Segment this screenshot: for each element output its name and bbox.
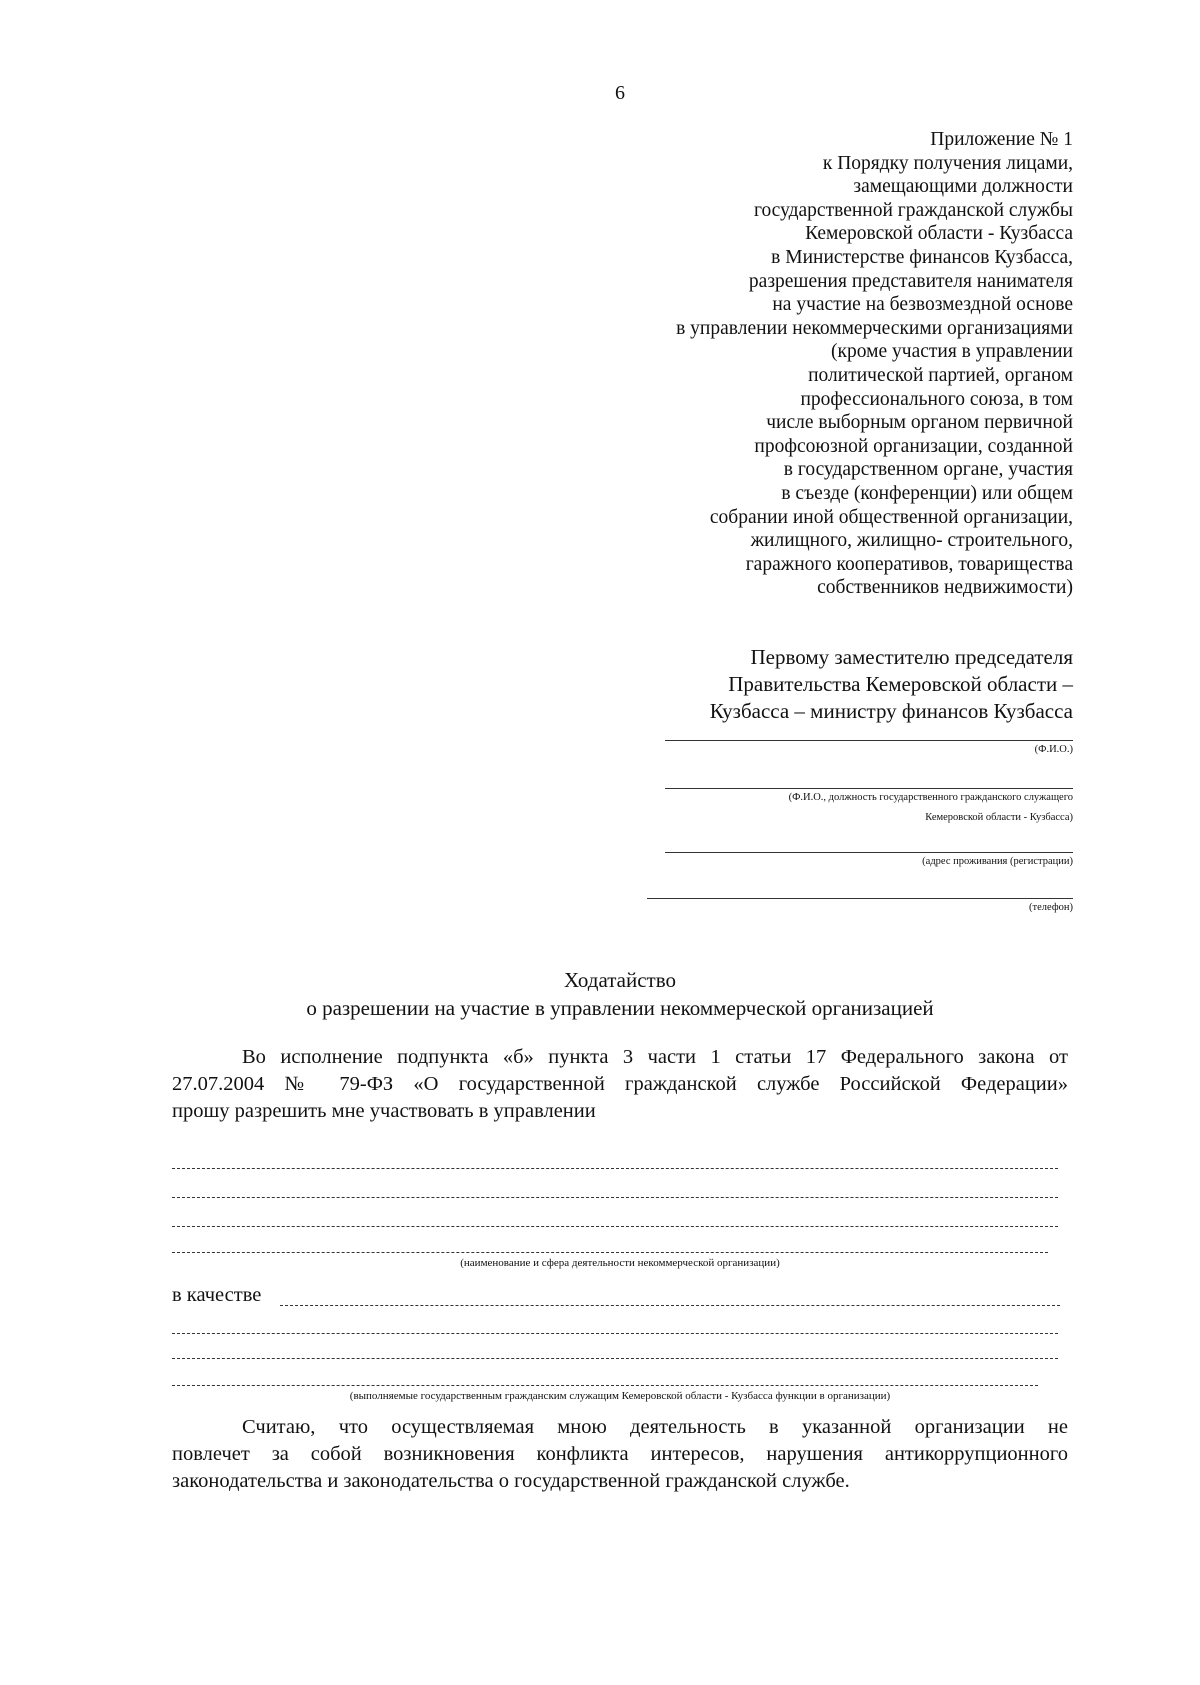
fio-position-caption: (Ф.И.О., должность государственного гражданского служащего	[788, 792, 1073, 803]
appendix-line: разрешения представителя нанимателя	[748, 270, 1073, 292]
capacity-line-2[interactable]	[172, 1333, 1058, 1334]
appendix-line: Кемеровской области - Кузбасса	[805, 223, 1073, 245]
capacity-line-3[interactable]	[172, 1358, 1058, 1359]
fio-position-caption-2: Кемеровской области - Кузбасса)	[925, 812, 1073, 823]
organization-caption: (наименование и сфера деятельности некоммерческой организации)	[460, 1257, 780, 1269]
appendix-line: Приложение № 1	[930, 129, 1073, 150]
paragraph-line: Во исполнение подпункта «б» пункта 3 части 1 статьи 17 Федерального закона от	[242, 1046, 1068, 1068]
organization-line-2[interactable]	[172, 1197, 1058, 1198]
addressee-block	[473, 644, 1073, 725]
document-title	[0, 966, 1200, 1022]
organization-line-1[interactable]	[172, 1168, 1058, 1169]
appendix-line: числе выборным органом первичной	[766, 412, 1073, 434]
appendix-line: политической партией, органом	[808, 364, 1073, 386]
appendix-header	[473, 128, 1073, 600]
appendix-line: замещающими должности	[853, 176, 1073, 198]
appendix-line: профессионального союза, в том	[800, 388, 1073, 410]
appendix-line: профсоюзной организации, созданной	[754, 435, 1073, 457]
capacity-label: в качестве	[172, 1284, 262, 1306]
addressee-line: Первому заместителю председателя	[750, 645, 1073, 669]
capacity-line-4[interactable]	[172, 1385, 1038, 1386]
phone-field[interactable]	[647, 898, 1073, 915]
appendix-line: в государственном органе, участия	[783, 459, 1073, 481]
function-caption: (выполняемые государственным гражданским служащим Кемеровской области - Кузбасса функции в организации)	[349, 1390, 891, 1402]
paragraph-request	[172, 1044, 1068, 1125]
fio-position-field[interactable]	[665, 788, 1073, 825]
appendix-line: государственной гражданской службы	[753, 199, 1073, 221]
organization-line-4[interactable]	[172, 1252, 1048, 1253]
appendix-line: собрании иной общественной организации,	[709, 506, 1073, 528]
paragraph-line: законодательства и законодательства о государственной гражданской службе.	[172, 1470, 850, 1492]
paragraph-line: повлечет за собой возникновения конфликта интересов, нарушения антикоррупционного	[172, 1443, 1068, 1465]
appendix-line: (кроме участия в управлении	[831, 341, 1073, 363]
organization-line-3[interactable]	[172, 1226, 1058, 1227]
appendix-line: гаражного кооперативов, товарищества	[745, 553, 1073, 575]
appendix-line: на участие на безвозмездной основе	[772, 294, 1073, 316]
appendix-line: жилищного, жилищно- строительного,	[750, 530, 1073, 552]
address-field[interactable]	[665, 852, 1073, 869]
addressee-line: Правительства Кемеровской области –	[728, 672, 1073, 696]
phone-caption: (телефон)	[1029, 902, 1073, 913]
appendix-line: к Порядку получения лицами,	[822, 152, 1073, 174]
paragraph-statement	[172, 1414, 1068, 1495]
fio-field[interactable]	[665, 740, 1073, 757]
appendix-line: в управлении некоммерческими организациями	[676, 317, 1073, 339]
appendix-line: в съезде (конференции) или общем	[781, 482, 1073, 504]
appendix-line: в Министерстве финансов Кузбасса,	[771, 246, 1073, 268]
paragraph-line: прошу разрешить мне участвовать в управлении	[172, 1100, 596, 1122]
appendix-line: собственников недвижимости)	[817, 577, 1073, 599]
title-line-1: Ходатайство	[564, 968, 676, 992]
title-line-2: о разрешении на участие в управлении некоммерческой организацией	[306, 996, 934, 1020]
fio-caption: (Ф.И.О.)	[1034, 744, 1073, 755]
paragraph-line: Считаю, что осуществляемая мною деятельность в указанной организации не	[242, 1416, 1068, 1438]
address-caption: (адрес проживания (регистрации)	[922, 856, 1073, 867]
addressee-line: Кузбасса – министру финансов Кузбасса	[709, 699, 1073, 723]
paragraph-line: 27.07.2004 № 79-ФЗ «О государственной гражданской службе Российской Федерации»	[172, 1073, 1068, 1095]
page-number: 6	[615, 82, 625, 104]
capacity-line-1[interactable]	[280, 1305, 1060, 1306]
